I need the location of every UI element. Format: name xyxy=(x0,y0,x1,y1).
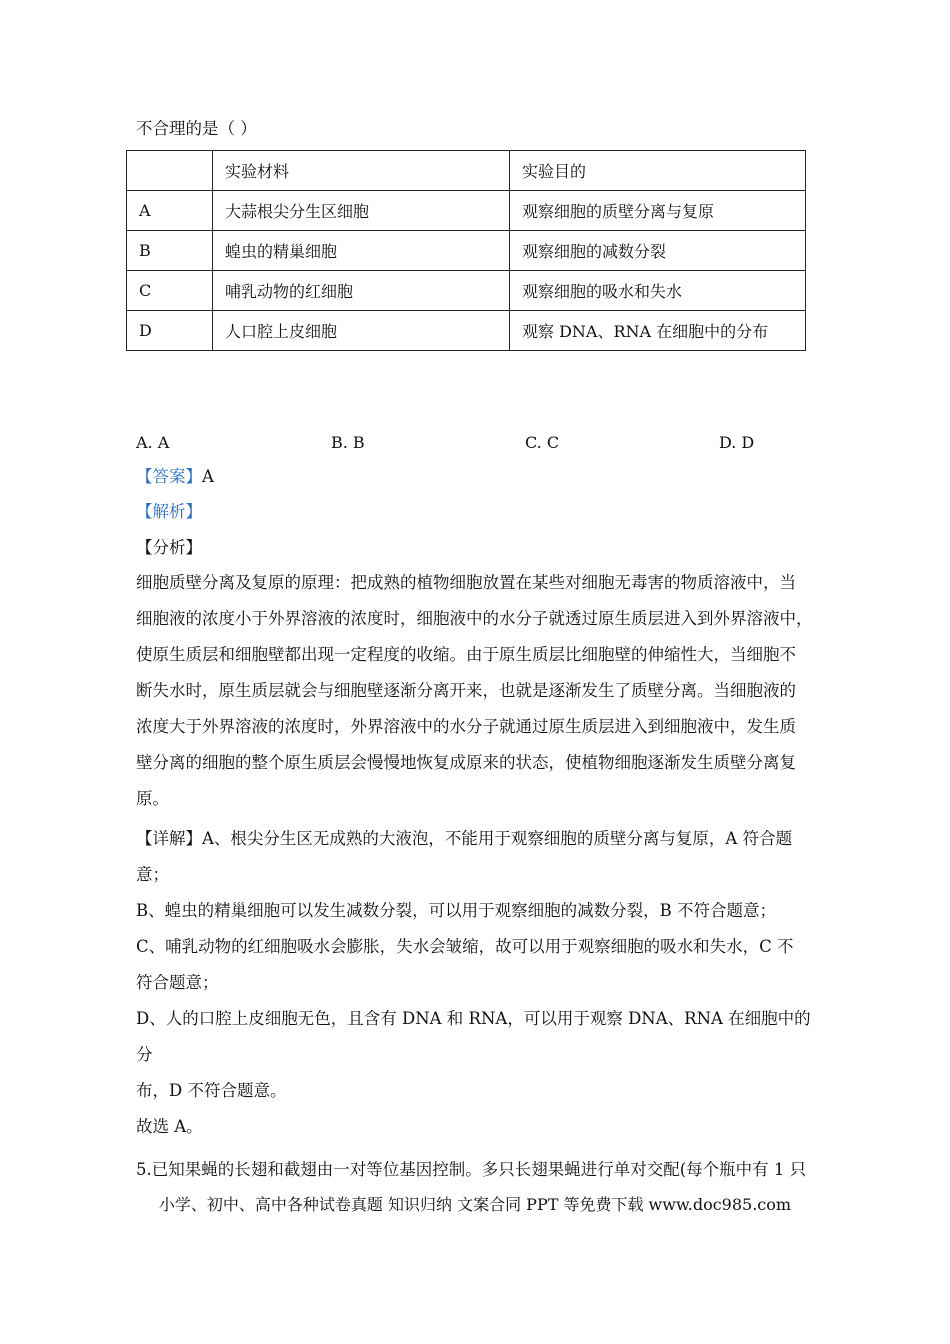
option-b: B. B xyxy=(331,433,365,452)
analysis-line: 原。 xyxy=(136,789,169,808)
table-cell: 观察细胞的吸水和失水 xyxy=(510,271,806,311)
table-header-cell xyxy=(127,151,213,191)
analysis-line: 细胞质壁分离及复原的原理：把成熟的植物细胞放置在某些对细胞无毒害的物质溶液中，当 xyxy=(136,573,796,592)
analysis-tag: 【解析】 xyxy=(136,502,202,521)
option-c: C. C xyxy=(525,433,560,452)
table-row xyxy=(127,191,806,231)
detail-line: C、哺乳动物的红细胞吸水会膨胀，失水会皱缩，故可以用于观察细胞的吸水和失水，C 不 xyxy=(136,937,794,956)
question-stem: 不合理的是（ ） xyxy=(136,119,257,138)
analysis-paragraph xyxy=(136,565,826,817)
detail-line: 布，D 不符合题意。 xyxy=(136,1081,287,1100)
detail-line: 符合题意； xyxy=(136,973,219,992)
table-header-cell: 实验目的 xyxy=(510,151,806,191)
footer-note: 小学、初中、高中各种试卷真题 知识归纳 文案合同 PPT 等免费下载 www.doc985.com xyxy=(158,1195,792,1214)
detail-line: B、蝗虫的精巢细胞可以发生减数分裂，可以用于观察细胞的减数分裂，B 不符合题意； xyxy=(136,901,776,920)
table-cell: 观察细胞的减数分裂 xyxy=(510,231,806,271)
table-cell: 人口腔上皮细胞 xyxy=(213,311,510,351)
analysis-line: 浓度大于外界溶液的浓度时，外界溶液中的水分子就通过原生质层进入到细胞液中，发生质 xyxy=(136,717,796,736)
detail-line: 意； xyxy=(136,865,169,884)
next-question: 5.已知果蝇的长翅和截翅由一对等位基因控制。多只长翅果蝇进行单对交配(每个瓶中有 1 只 xyxy=(136,1160,807,1179)
option-d: D. D xyxy=(719,433,755,452)
detail-line: 故选 A。 xyxy=(136,1117,203,1136)
fenxi-label: 【分析】 xyxy=(136,538,202,557)
analysis-line: 壁分离的细胞的整个原生质层会慢慢地恢复成原来的状态，使植物细胞逐渐发生质壁分离复 xyxy=(136,753,796,772)
option-a: A. A xyxy=(136,433,170,452)
table-header-cell: 实验材料 xyxy=(213,151,510,191)
table-row xyxy=(127,231,806,271)
answer-tag: 【答案】 xyxy=(136,467,202,486)
detail-paragraph xyxy=(136,821,826,1145)
table-cell: C xyxy=(127,271,213,311)
answer-value: A xyxy=(202,467,214,486)
table-row xyxy=(127,311,806,351)
table-cell: B xyxy=(127,231,213,271)
table-cell: 蝗虫的精巢细胞 xyxy=(213,231,510,271)
analysis-line: 细胞液的浓度小于外界溶液的浓度时，细胞液中的水分子就透过原生质层进入到外界溶液中， xyxy=(136,609,813,628)
table-cell: D xyxy=(127,311,213,351)
table-header-row xyxy=(127,151,806,191)
experiment-table xyxy=(126,150,806,351)
table-cell: 观察细胞的质壁分离与复原 xyxy=(510,191,806,231)
table-row xyxy=(127,271,806,311)
detail-line: 【详解】A、根尖分生区无成熟的大液泡，不能用于观察细胞的质壁分离与复原，A 符合题 xyxy=(136,829,793,848)
analysis-line: 使原生质层和细胞壁都出现一定程度的收缩。由于原生质层比细胞壁的伸缩性大，当细胞不 xyxy=(136,645,796,664)
table-cell: A xyxy=(127,191,213,231)
answer-line xyxy=(136,466,214,488)
table-cell: 大蒜根尖分生区细胞 xyxy=(213,191,510,231)
table-cell: 哺乳动物的红细胞 xyxy=(213,271,510,311)
detail-line: D、人的口腔上皮细胞无色，且含有 DNA 和 RNA，可以用于观察 DNA、RNA 在细胞中的分 xyxy=(136,1009,811,1064)
table-cell: 观察 DNA、RNA 在细胞中的分布 xyxy=(510,311,806,351)
analysis-line: 断失水时，原生质层就会与细胞壁逐渐分离开来，也就是逐渐发生了质壁分离。当细胞液的 xyxy=(136,681,796,700)
